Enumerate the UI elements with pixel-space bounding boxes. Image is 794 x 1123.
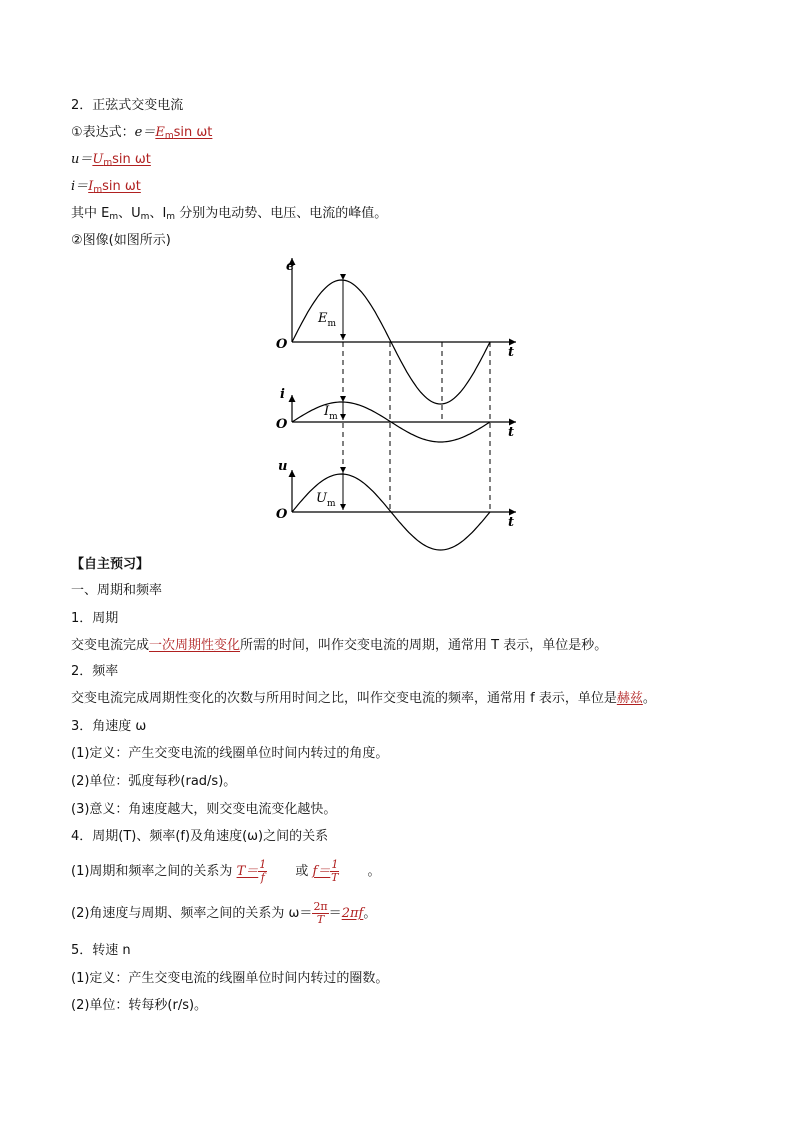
expression-u (71, 151, 151, 172)
angular-velocity-definition: (1)定义：产生交变电流的线圈单位时间内转过的角度。 (71, 746, 389, 761)
period-frequency-relation: (1)周期和频率之间的关系为 T＝ $\frac{1}{f}$ 或 f＝ $\frac{1}{T}$ 。 (71, 858, 381, 884)
frequency-answer: 赫兹 (616, 691, 643, 706)
im-label: $I_m$ (324, 404, 338, 422)
preview-heading: 【自主预习】 (71, 557, 150, 572)
u-axis-label: u (278, 459, 288, 474)
angular-velocity-unit: (2)单位：弧度每秒(rad/s)。 (71, 774, 237, 789)
i-axis-label: i (280, 387, 285, 402)
e-axis-label: e (286, 259, 295, 274)
expression-label: ①表达式： (71, 125, 135, 140)
image-label: ②图像(如图所示) (71, 233, 171, 248)
expression-e (71, 124, 212, 145)
frequency-definition: 交变电流完成周期性变化的次数与所用时间之比，叫作交变电流的频率，通常用 f 表示，单位是赫兹。 (71, 691, 656, 706)
relations-title: 4．周期(T)、频率(f)及角速度(ω)之间的关系 (71, 829, 329, 844)
period-definition: 交变电流完成一次周期性变化所需的时间，叫作交变电流的周期，通常用 T 表示，单位是秒。 (71, 638, 608, 653)
peak-values-note: 其中 $E_m$、$U_m$、$I_m$ 分别为电动势、电压、电流的峰值。 (71, 206, 388, 222)
u-answer: $U_m\sin$ ωt (92, 152, 151, 168)
i-answer: $I_m\sin$ ωt (88, 179, 141, 195)
e-answer: $E_m\sin$ ωt (155, 125, 213, 141)
origin-u: O (276, 507, 288, 522)
sine-waveforms-figure (268, 252, 528, 552)
period-answer: 一次周期性变化 (149, 638, 241, 653)
rotation-speed-unit: (2)单位：转每秒(r/s)。 (71, 998, 208, 1013)
relation-T-answer: T＝ $\frac{1}{f}$ (236, 858, 267, 884)
part1-heading: 一、周期和频率 (71, 583, 163, 598)
omega-2pi-over-T: $\frac{2\pi}{T}$ (313, 900, 328, 926)
angular-relation: (2)角速度与周期、频率之间的关系为 ω＝ $\frac{2\pi}{T}$ ＝2πf。 (71, 900, 377, 926)
i-lhs: i＝ (71, 179, 89, 194)
e-lhs: e＝ (134, 125, 156, 140)
t-label-e: t (508, 345, 515, 360)
origin-e: O (276, 337, 288, 352)
t-label-u: t (508, 515, 515, 530)
angular-velocity-title: 3．角速度 ω (71, 719, 147, 734)
u-lhs: u＝ (71, 152, 93, 167)
omega-2pi-f: 2πf (341, 906, 364, 921)
frequency-title: 2．频率 (71, 664, 119, 679)
em-label: $E_m$ (318, 311, 337, 329)
period-title: 1．周期 (71, 611, 119, 626)
t-label-i: t (508, 425, 515, 440)
angular-velocity-meaning: (3)意义：角速度越大，则交变电流变化越快。 (71, 802, 337, 817)
relation-f-answer: f＝ $\frac{1}{T}$ (312, 858, 339, 884)
rotation-speed-title: 5．转速 n (71, 943, 131, 958)
rotation-speed-definition: (1)定义：产生交变电流的线圈单位时间内转过的圈数。 (71, 971, 389, 986)
section-title: 2．正弦式交变电流 (71, 98, 184, 113)
origin-i: O (276, 417, 288, 432)
um-label: $U_m$ (316, 491, 336, 509)
expression-i (71, 178, 141, 199)
